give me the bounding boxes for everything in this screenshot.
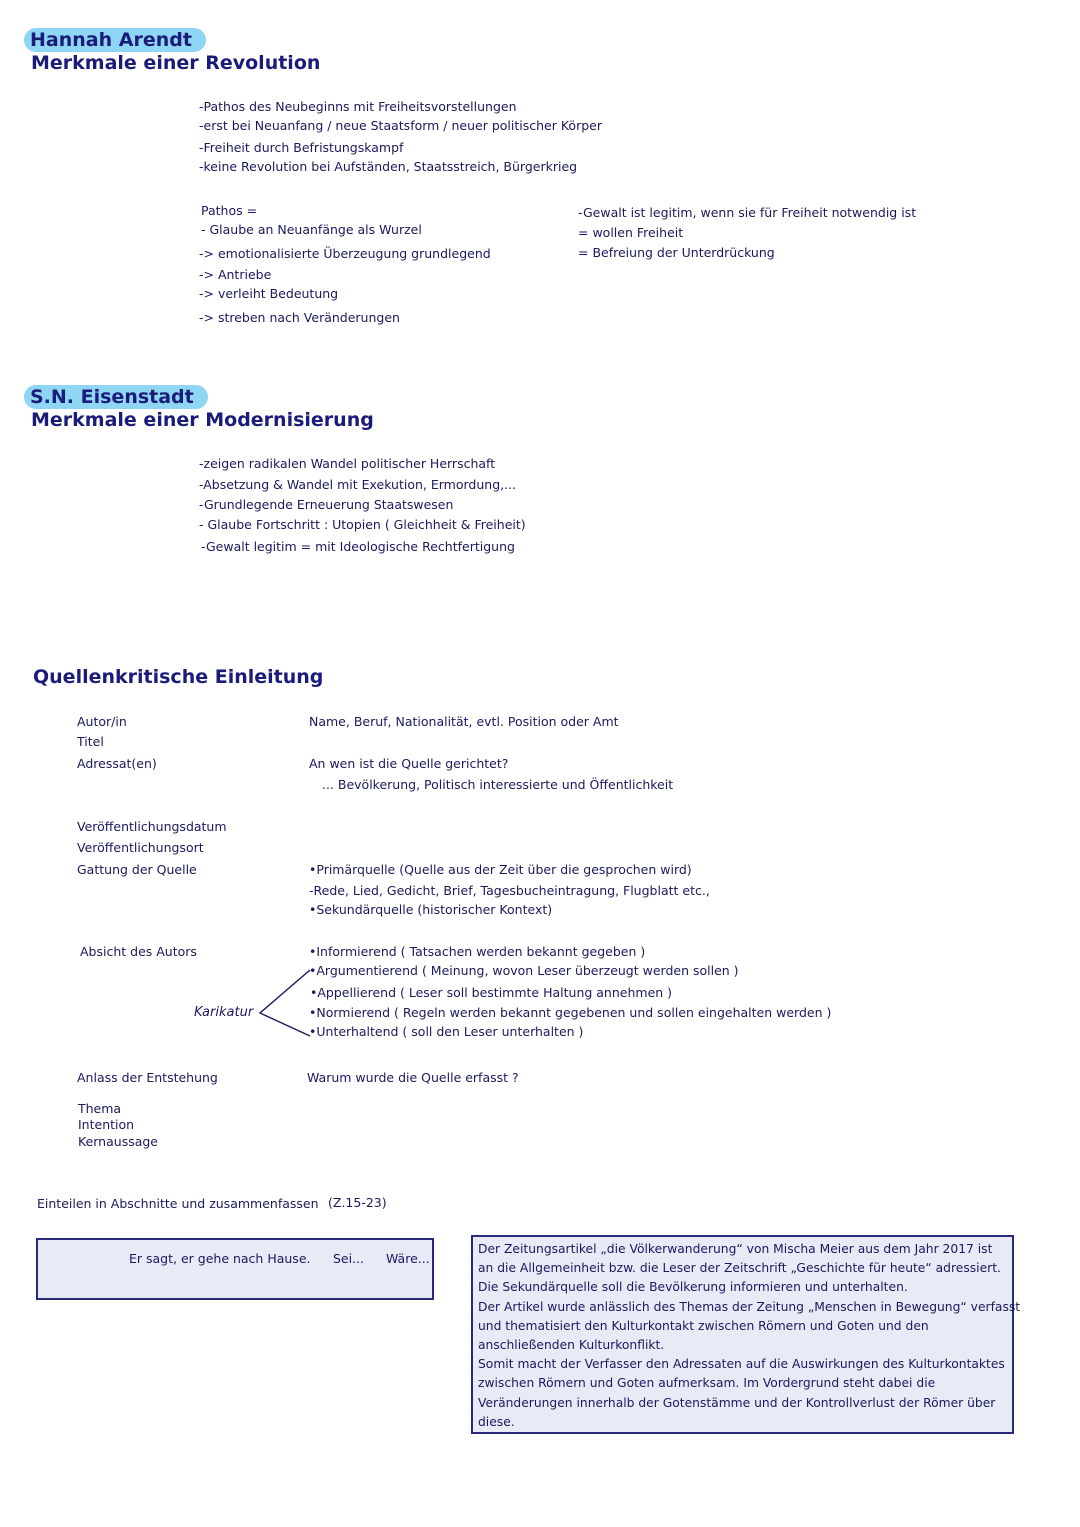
list-item: •Primärquelle (Quelle aus der Zeit über die gesprochen wird) — [309, 862, 692, 877]
list-item: •Argumentierend ( Meinung, wovon Leser überzeugt werden sollen ) — [309, 963, 739, 978]
list-item: •Unterhaltend ( soll den Leser unterhalten ) — [309, 1024, 584, 1039]
list-item: -zeigen radikalen Wandel politischer Herrschaft — [199, 456, 496, 471]
konjunktiv-example: Er sagt, er gehe nach Hause. — [129, 1251, 311, 1266]
label-datum: Veröffentlichungsdatum — [77, 819, 227, 834]
label-autor: Autor/in — [77, 714, 127, 729]
konjunktiv-waere: Wäre... — [386, 1251, 430, 1266]
list-item: -Gewalt legitim = mit Ideologische Rechtfertigung — [201, 539, 515, 554]
paragraph-line: an die Allgemeinheit bzw. die Leser der Zeitschrift „Geschichte für heute“ adressiert. — [478, 1261, 1001, 1276]
list-item: -Rede, Lied, Gedicht, Brief, Tagesbucheintragung, Flugblatt etc., — [309, 883, 710, 898]
label-titel: Titel — [77, 734, 104, 749]
list-item: - Glaube Fortschritt : Utopien ( Gleichheit & Freiheit) — [199, 517, 526, 532]
list-item: -Freiheit durch Befristungskampf — [199, 140, 404, 155]
label-gattung: Gattung der Quelle — [77, 862, 197, 877]
list-item: •Sekundärquelle (historischer Kontext) — [309, 902, 553, 917]
bracket-lines — [256, 964, 316, 1042]
list-item: -Absetzung & Wandel mit Exekution, Ermordung,... — [199, 477, 517, 492]
paragraph-line: Veränderungen innerhalb der Gotenstämme und der Kontrollverlust der Römer über — [478, 1395, 996, 1410]
list-item: -keine Revolution bei Aufständen, Staatsstreich, Bürgerkrieg — [199, 159, 578, 174]
eisenstadt-name-highlight — [24, 386, 208, 408]
list-item: -Gewalt ist legitim, wenn sie für Freiheit notwendig ist — [578, 205, 917, 220]
list-item: •Appellierend ( Leser soll bestimmte Haltung annehmen ) — [310, 985, 673, 1000]
paragraph-line: Somit macht der Verfasser den Adressaten auf die Auswirkungen des Kulturkontaktes — [478, 1357, 1005, 1372]
list-item: = Befreiung der Unterdrückung — [578, 245, 775, 260]
list-item: •Normierend ( Regeln werden bekannt gegebenen und sollen eingehalten werden ) — [309, 1005, 832, 1020]
karikatur-label: Karikatur — [194, 1005, 254, 1020]
label-intention: Intention — [78, 1117, 135, 1132]
autor-description: Name, Beruf, Nationalität, evtl. Position oder Amt — [309, 714, 619, 729]
eisenstadt-name: S.N. Eisenstadt — [24, 385, 208, 409]
list-item: •Informierend ( Tatsachen werden bekannt gegeben ) — [309, 944, 646, 959]
list-item: -> streben nach Veränderungen — [199, 310, 400, 325]
label-thema: Thema — [78, 1101, 122, 1116]
paragraph-line: diese. — [478, 1414, 515, 1429]
zeilen-reference: (Z.15-23) — [328, 1195, 387, 1210]
eisenstadt-title: Merkmale einer Modernisierung — [31, 409, 374, 431]
konjunktiv-sei: Sei... — [333, 1251, 365, 1266]
paragraph-line: zwischen Römern und Goten aufmerksam. Im Vordergrund steht dabei die — [478, 1376, 936, 1391]
list-item: -> emotionalisierte Überzeugung grundlegend — [199, 246, 491, 261]
arendt-name: Hannah Arendt — [24, 28, 206, 52]
example-introduction-box — [471, 1235, 1021, 1434]
paragraph-line: Die Sekundärquelle soll die Bevölkerung informieren und unterhalten. — [478, 1280, 908, 1295]
list-item: -Pathos des Neubeginns mit Freiheitsvorstellungen — [199, 99, 517, 114]
list-item: -Grundlegende Erneuerung Staatswesen — [199, 497, 454, 512]
paragraph-line: anschließenden Kulturkonflikt. — [478, 1338, 665, 1353]
label-einteilen: Einteilen in Abschnitte und zusammenfassen — [37, 1196, 319, 1211]
list-item: -> Antriebe — [199, 267, 272, 282]
arendt-name-highlight — [24, 29, 206, 51]
paragraph-line: Der Artikel wurde anlässlich des Themas der Zeitung „Menschen in Bewegung“ verfasst — [478, 1299, 1021, 1314]
list-item: Pathos = — [201, 203, 258, 218]
quellen-title: Quellenkritische Einleitung — [33, 666, 324, 688]
list-item: = wollen Freiheit — [578, 225, 684, 240]
konjunktiv-box — [36, 1238, 434, 1300]
adressat-answer: ... Bevölkerung, Politisch interessierte und Öffentlichkeit — [322, 777, 674, 792]
list-item: -erst bei Neuanfang / neue Staatsform / neuer politischer Körper — [199, 118, 602, 133]
list-item: -> verleiht Bedeutung — [199, 286, 339, 301]
label-adressat: Adressat(en) — [77, 756, 157, 771]
anlass-question: Warum wurde die Quelle erfasst ? — [307, 1070, 519, 1085]
adressat-question: An wen ist die Quelle gerichtet? — [309, 756, 509, 771]
label-absicht: Absicht des Autors — [80, 944, 197, 959]
label-ort: Veröffentlichungsort — [77, 840, 204, 855]
list-item: - Glaube an Neuanfänge als Wurzel — [201, 222, 422, 237]
paragraph-line: Der Zeitungsartikel „die Völkerwanderung“ von Mischa Meier aus dem Jahr 2017 ist — [478, 1242, 993, 1256]
arendt-title: Merkmale einer Revolution — [31, 52, 321, 74]
label-anlass: Anlass der Entstehung — [77, 1070, 218, 1085]
label-kernaussage: Kernaussage — [78, 1134, 158, 1149]
paragraph-line: und thematisiert den Kulturkontakt zwischen Römern und Goten und den — [478, 1318, 929, 1333]
